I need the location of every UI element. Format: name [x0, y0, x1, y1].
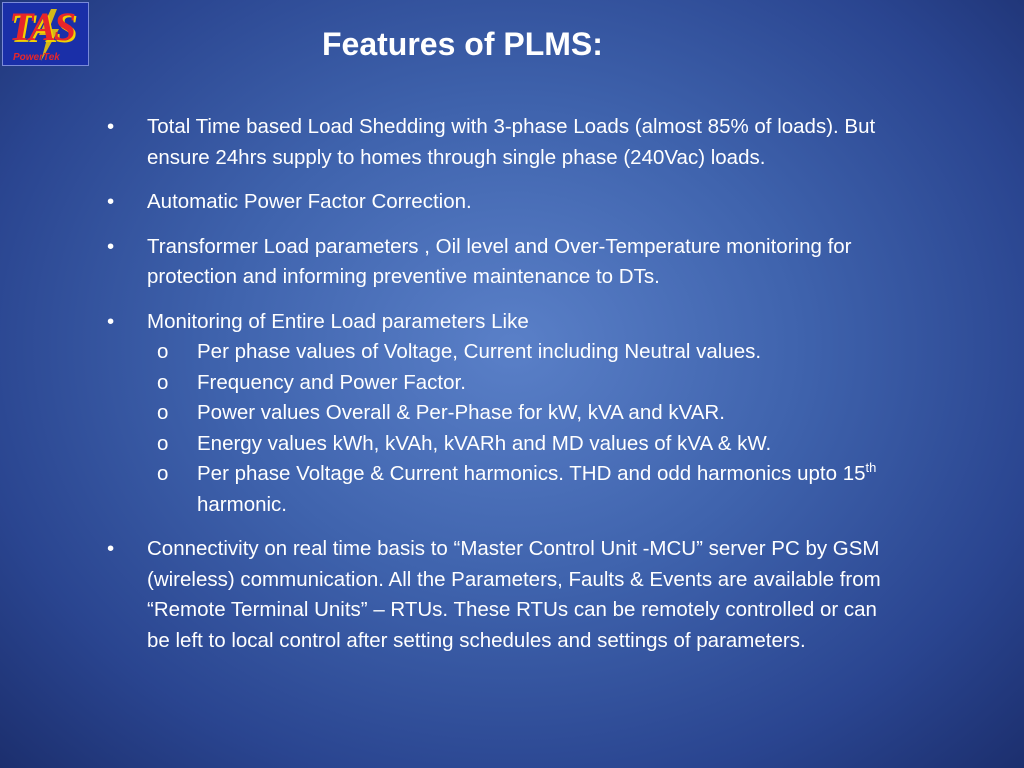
- ordinal-superscript: th: [865, 460, 877, 476]
- bullet-marker: •: [107, 537, 115, 560]
- bullet-item: [105, 232, 905, 293]
- bullet-text: Monitoring of Entire Load parameters Like: [147, 309, 529, 333]
- slide-title: Features of PLMS:: [322, 26, 603, 62]
- sub-list: [147, 337, 905, 520]
- bullet-item: [105, 534, 905, 656]
- bullet-text: Automatic Power Factor Correction.: [147, 190, 472, 213]
- sub-list-item: [147, 398, 905, 429]
- bullet-marker: •: [107, 309, 115, 333]
- sub-list-item: [147, 429, 905, 460]
- bullet-marker: •: [107, 115, 115, 138]
- bullet-marker: •: [107, 234, 115, 258]
- tas-logo: [2, 2, 89, 66]
- sub-item-text: Per phase values of Voltage, Current including Neutral values.: [197, 340, 762, 363]
- sub-bullet-marker: o: [157, 431, 169, 455]
- bullet-text: Transformer Load parameters , Oil level and Over-Temperature monitoring for protection and informing preventive maintenance to DTs.: [147, 234, 852, 288]
- sub-item-text: Frequency and Power Factor.: [197, 370, 466, 394]
- sub-item-tail: harmonic.: [197, 492, 288, 516]
- logo-mark: TAS: [9, 4, 75, 49]
- sub-bullet-marker: o: [157, 401, 169, 424]
- bullet-text: Total Time based Load Shedding with 3-phase Loads (almost 85% of loads). But ensure 24hrs supply to homes through single phase (240Vac) loads.: [147, 115, 876, 169]
- bullet-list: [105, 112, 905, 670]
- sub-list-item: [147, 337, 905, 368]
- sub-item-text: Per phase Voltage & Current harmonics. THD and odd harmonics upto 15: [197, 462, 866, 485]
- logo-subtext: PowerTek: [13, 52, 60, 63]
- bullet-item: [105, 112, 905, 173]
- sub-list-item: [147, 368, 905, 399]
- bullet-item: [105, 187, 905, 218]
- sub-item-text: Energy values kWh, kVAh, kVARh and MD values of kVA & kW.: [197, 431, 772, 455]
- bullet-item: [105, 307, 905, 521]
- sub-item-text: Power values Overall & Per-Phase for kW, kVA and kVAR.: [197, 401, 725, 424]
- bullet-marker: •: [107, 190, 115, 213]
- sub-list-item: [147, 459, 905, 520]
- bullet-text: Connectivity on real time basis to “Master Control Unit -MCU” server PC by GSM (wireless) communication. All the Parameters, Faults & Events are available from “Remote Terminal Units” – RTUs. These RTUs can be remotely controlled or can be left to local control after setting schedules and settings of parameters.: [147, 537, 881, 652]
- sub-bullet-marker: o: [157, 462, 169, 485]
- sub-bullet-marker: o: [157, 340, 169, 363]
- sub-bullet-marker: o: [157, 370, 169, 394]
